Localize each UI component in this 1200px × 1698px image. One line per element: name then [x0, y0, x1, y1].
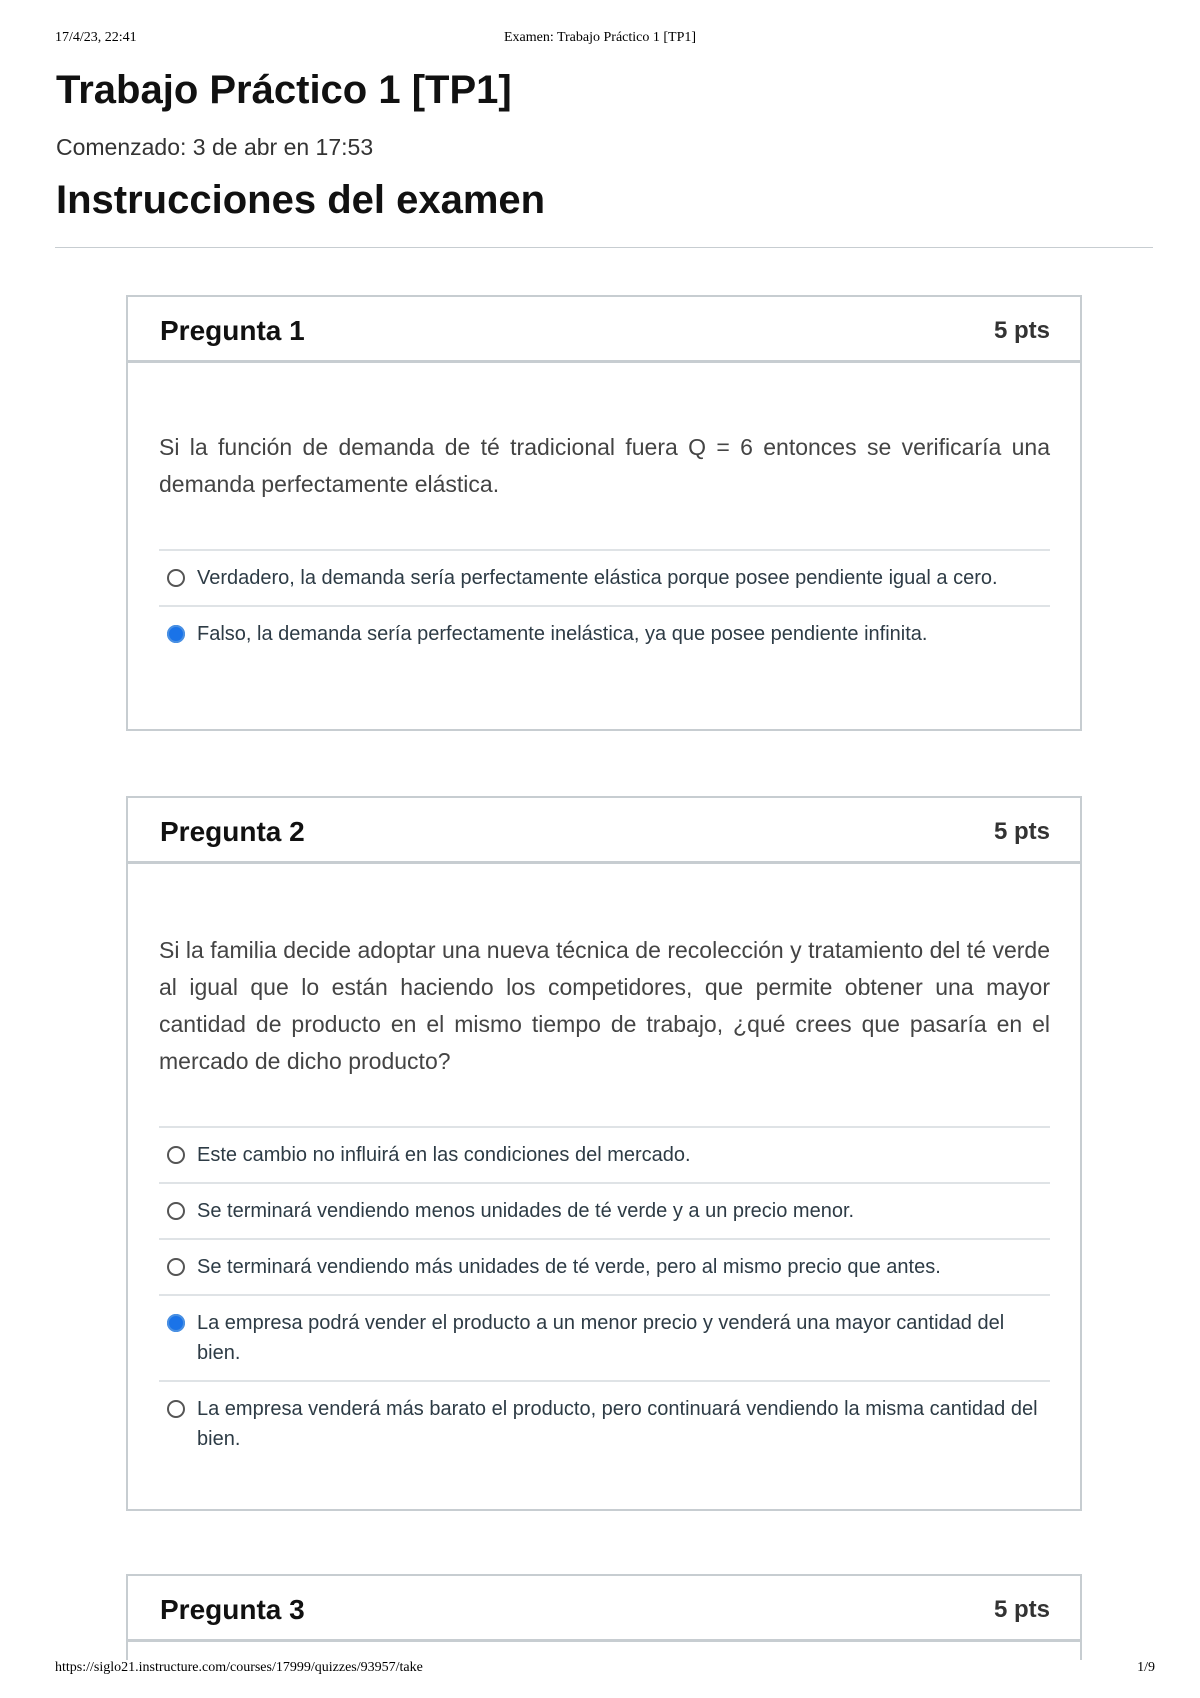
radio-button[interactable]: [167, 1202, 185, 1220]
answer-label: Falso, la demanda sería perfectamente inelástica, ya que posee pendiente infinita.: [197, 623, 928, 645]
question-header: [128, 1576, 1080, 1642]
question-3: [126, 1574, 1082, 1660]
question-header: [128, 297, 1080, 363]
question-1: [126, 295, 1082, 731]
radio-button[interactable]: [167, 1146, 185, 1164]
answer-label: La empresa podrá vender el producto a un menor precio y venderá una mayor cantidad del bien.: [197, 1312, 1005, 1364]
answer-list: [159, 1126, 1050, 1466]
radio-button[interactable]: [167, 1258, 185, 1276]
question-header: [128, 798, 1080, 864]
answer-label: Verdadero, la demanda sería perfectamente elástica porque posee pendiente igual a cero.: [197, 567, 998, 589]
page-url: https://siglo21.instructure.com/courses/17999/quizzes/93957/take: [55, 1660, 423, 1675]
answer-label: La empresa venderá más barato el producto, pero continuará vendiendo la misma cantidad del bien.: [197, 1398, 1038, 1450]
answer-option-selected[interactable]: [159, 1294, 1050, 1380]
question-name: Pregunta 1: [160, 315, 305, 346]
answer-label: Este cambio no influirá en las condiciones del mercado.: [197, 1144, 691, 1166]
answer-option-selected[interactable]: [159, 605, 1050, 661]
question-points: 5 pts: [993, 1596, 1050, 1623]
print-page-title: Examen: Trabajo Práctico 1 [TP1]: [503, 30, 697, 45]
answer-option[interactable]: [159, 1182, 1050, 1238]
answer-option[interactable]: [159, 1126, 1050, 1182]
question-text: Si la familia decide adoptar una nueva técnica de recolección y tratamiento del té verde al igual que lo están haciendo los competidores, que permite obtener una mayor cantidad de producto en el mismo tiempo de trabajo, ¿qué crees que pasaría en el mercado de dicho producto?: [159, 937, 1050, 1074]
print-date: 17/4/23, 22:41: [55, 30, 137, 45]
answer-label: Se terminará vendiendo más unidades de té verde, pero al mismo precio que antes.: [197, 1256, 941, 1278]
quiz-title: Trabajo Práctico 1 [TP1]: [56, 68, 512, 112]
question-points: 5 pts: [993, 317, 1050, 344]
question-name: Pregunta 3: [160, 1594, 305, 1625]
question-2: [126, 796, 1082, 1511]
answer-option[interactable]: [159, 1380, 1050, 1466]
answer-option[interactable]: [159, 549, 1050, 605]
radio-button[interactable]: [167, 569, 185, 587]
instructions-title: Instrucciones del examen: [56, 178, 546, 222]
question-text: Si la función de demanda de té tradicional fuera Q = 6 entonces se verificaría una demanda perfectamente elástica.: [159, 434, 1050, 497]
page-number: 1/9: [1137, 1660, 1155, 1675]
question-points: 5 pts: [993, 818, 1050, 845]
divider: [55, 247, 1153, 248]
radio-button-selected[interactable]: [167, 1314, 185, 1332]
question-name: Pregunta 2: [160, 816, 305, 847]
answer-list: [159, 549, 1050, 661]
radio-button-selected[interactable]: [167, 625, 185, 643]
print-footer: [0, 1660, 1200, 1680]
answer-label: Se terminará vendiendo menos unidades de té verde y a un precio menor.: [197, 1200, 855, 1222]
started-time: Comenzado: 3 de abr en 17:53: [56, 134, 374, 160]
print-header: [0, 30, 1200, 50]
answer-option[interactable]: [159, 1238, 1050, 1294]
radio-button[interactable]: [167, 1400, 185, 1418]
